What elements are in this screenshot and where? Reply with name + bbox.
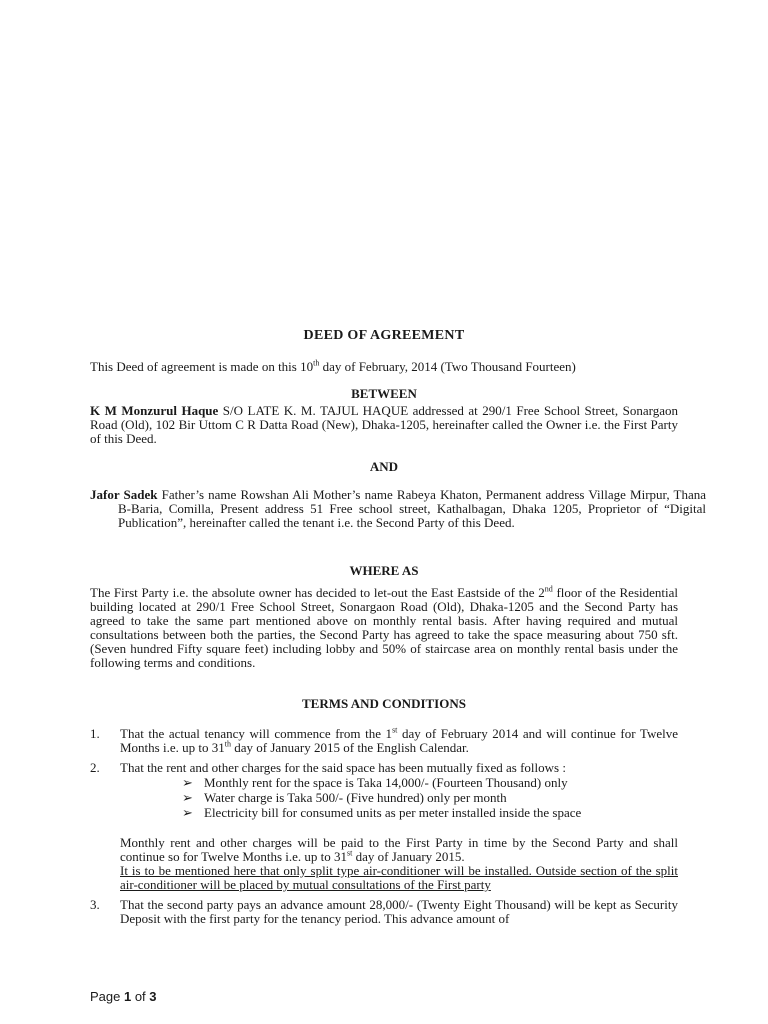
terms-heading: TERMS AND CONDITIONS	[302, 696, 466, 711]
followup-text	[120, 836, 678, 864]
charges-list	[182, 776, 662, 821]
page-footer	[90, 990, 157, 1004]
second-party-paragraph	[90, 488, 706, 530]
term-number: 1.	[90, 726, 100, 741]
intro-text-end: day of February, 2014 (Two Thousand Fourteen)	[319, 359, 576, 374]
list-item	[182, 791, 662, 806]
term-text: That the second party pays an advance amount 28,000/- (Twenty Eight Thousand) will be kept as Security Deposit with the first party for the tenancy period. This advance amount of	[120, 897, 678, 926]
of-label: of	[131, 989, 150, 1004]
list-item-text: Water charge is Taka 500/- (Five hundred) only per month	[204, 790, 507, 805]
first-party-paragraph	[90, 404, 678, 446]
followup-text-part: Monthly rent and other charges will be paid to the First Party in time by the Second Party and shall continue so for Twelve Months i.e. up to 31	[120, 835, 678, 864]
arrow-bullet-icon: ➢	[182, 775, 193, 790]
whereas-text: The First Party i.e. the absolute owner has decided to let-out the East Eastside of the 2	[90, 585, 545, 600]
term-number: 2.	[90, 760, 100, 775]
and-heading: AND	[369, 459, 399, 474]
term-text-part: day of January 2015 of the English Calendar.	[230, 740, 469, 755]
second-party-text: Father’s name Rowshan Ali Mother’s name Rabeya Khaton, Permanent address Village Mirpur, Thana B-Baria, Comilla, Present address 51 Free school street, Kathalbagan, Dhaka 1205, Proprietor of “Digital Publication”, hereinafter called the tenant i.e. the Second Party of this Deed.	[118, 487, 706, 530]
list-item	[182, 806, 662, 821]
followup-superscript: st	[347, 848, 353, 858]
term-text: That the rent and other charges for the said space has been mutually fixed as follows :	[120, 760, 566, 775]
intro-paragraph	[90, 360, 678, 374]
term-text-part: day of February 2014 and will continue for Twelve Months i.e. up to 31	[120, 726, 678, 755]
intro-superscript: th	[313, 358, 320, 368]
term-item-1	[90, 727, 678, 755]
whereas-paragraph	[90, 586, 678, 670]
whereas-text-end: floor of the Residential building located at 290/1 Free School Street, Sonargaon Road (Old), Dhaka-1205 and the Second Party has agreed to take the same part mentioned above on monthly rental basis. After having required and mutual consultations between both the parties, the Second Party has agreed to take the space measuring about 750 sft. (Seven hundred Fifty square feet) including lobby and 50% of staircase area on monthly rental basis under the following terms and conditions.	[90, 585, 678, 670]
intro-text: This Deed of agreement is made on this 10	[90, 359, 314, 374]
first-party-text: S/O LATE K. M. TAJUL HAQUE addressed at 290/1 Free School Street, Sonargaon Road (Old), 102 Bir Uttom C R Datta Road (New), Dhaka-1205, hereinafter called the Owner i.e. the First Party of this Deed.	[90, 403, 678, 446]
arrow-bullet-icon: ➢	[182, 790, 193, 805]
document-page	[90, 0, 706, 1024]
total-pages-number: 3	[149, 989, 157, 1004]
page-label: Page	[90, 989, 124, 1004]
document-title: DEED OF AGREEMENT	[303, 328, 465, 343]
term-text	[120, 727, 678, 755]
current-page-number: 1	[123, 989, 132, 1004]
air-conditioner-note: It is to be mentioned here that only split type air-conditioner will be installed. Outside section of the split air-conditioner will be placed by mutual consultations of the First party	[120, 863, 678, 892]
term-superscript: th	[224, 739, 231, 749]
followup-text-part: day of January 2015.	[352, 849, 465, 864]
list-item-text: Monthly rent for the space is Taka 14,000/- (Fourteen Thousand) only	[204, 775, 568, 790]
whereas-superscript: nd	[544, 584, 553, 594]
term-superscript: st	[392, 725, 398, 735]
term-item-3	[90, 898, 678, 926]
list-item-text: Electricity bill for consumed units as per meter installed inside the space	[204, 805, 582, 820]
term-text-part: That the actual tenancy will commence from the 1	[120, 726, 393, 741]
between-heading: BETWEEN	[351, 386, 417, 401]
whereas-heading: WHERE AS	[349, 563, 419, 578]
term-number: 3.	[90, 897, 100, 912]
list-item	[182, 776, 662, 791]
first-party-name: K M Monzurul Haque	[90, 403, 219, 418]
arrow-bullet-icon: ➢	[182, 805, 193, 820]
second-party-name: Jafor Sadek	[90, 487, 158, 502]
term-2-followup	[90, 836, 678, 892]
term-item-2	[90, 761, 678, 775]
